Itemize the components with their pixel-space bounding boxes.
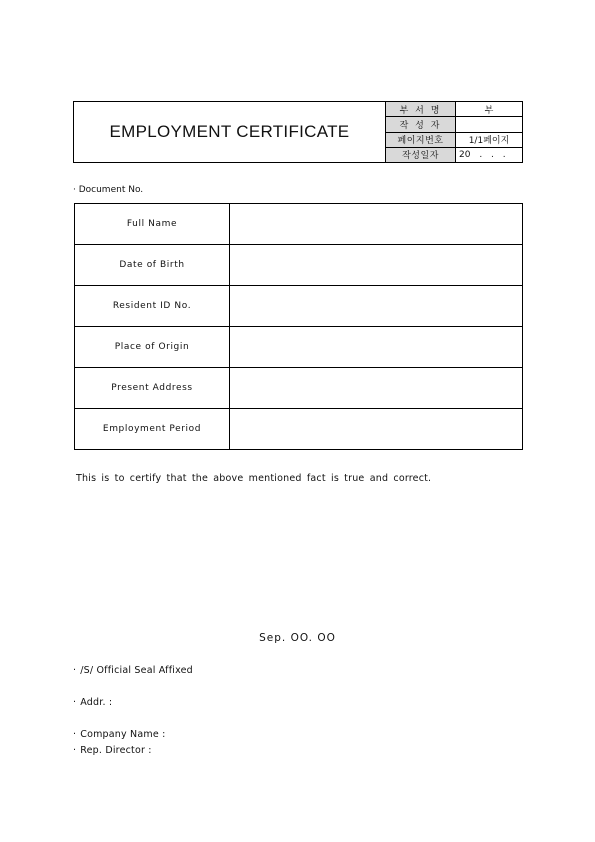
document-title: EMPLOYMENT CERTIFICATE xyxy=(74,102,386,162)
field-value xyxy=(230,286,523,327)
approval-meta-table xyxy=(386,102,522,162)
field-label: Date of Birth xyxy=(75,245,230,286)
seal-text: /S/ Official Seal Affixed xyxy=(80,665,193,676)
bullet: · xyxy=(73,729,77,740)
document-number-label: · Document No. xyxy=(73,185,144,195)
field-label: Place of Origin xyxy=(75,327,230,368)
issue-date: Sep. OO. OO xyxy=(259,632,336,644)
certificate-header xyxy=(73,101,523,163)
meta-value: 1/1페이지 xyxy=(468,136,510,147)
meta-row-page-number xyxy=(386,133,522,148)
table-row xyxy=(75,327,523,368)
field-label: Resident ID No. xyxy=(75,286,230,327)
company-name-line xyxy=(73,729,166,740)
meta-label: 작 성 자 xyxy=(386,117,456,131)
bullet: · xyxy=(73,697,77,708)
table-row xyxy=(75,245,523,286)
meta-value xyxy=(456,117,522,131)
table-row xyxy=(75,368,523,409)
field-label: Employment Period xyxy=(75,409,230,450)
table-row xyxy=(75,204,523,245)
seal-line xyxy=(73,665,193,676)
meta-label: 작성일자 xyxy=(386,148,456,162)
rep-director-label: Rep. Director : xyxy=(80,745,152,756)
address-label: Addr. : xyxy=(80,697,113,708)
meta-value: 20 . . . xyxy=(459,149,506,160)
table-row xyxy=(75,409,523,450)
field-label: Present Address xyxy=(75,368,230,409)
field-value xyxy=(230,409,523,450)
rep-director-line xyxy=(73,745,152,756)
table-row xyxy=(75,286,523,327)
employee-info-table xyxy=(74,203,523,450)
field-label: Full Name xyxy=(75,204,230,245)
meta-row-date xyxy=(386,148,522,162)
field-value xyxy=(230,327,523,368)
meta-label: 부 서 명 xyxy=(386,102,456,116)
field-value xyxy=(230,204,523,245)
company-name-label: Company Name : xyxy=(80,729,166,740)
meta-value: 부 xyxy=(484,105,494,116)
meta-row-department xyxy=(386,102,522,117)
field-value xyxy=(230,245,523,286)
field-value xyxy=(230,368,523,409)
bullet: · xyxy=(73,665,77,676)
meta-label: 페이지번호 xyxy=(386,133,456,147)
bullet: · xyxy=(73,745,77,756)
address-line xyxy=(73,697,112,708)
meta-row-author xyxy=(386,117,522,132)
certification-statement: This is to certify that the above mentioned fact is true and correct. xyxy=(76,473,432,484)
